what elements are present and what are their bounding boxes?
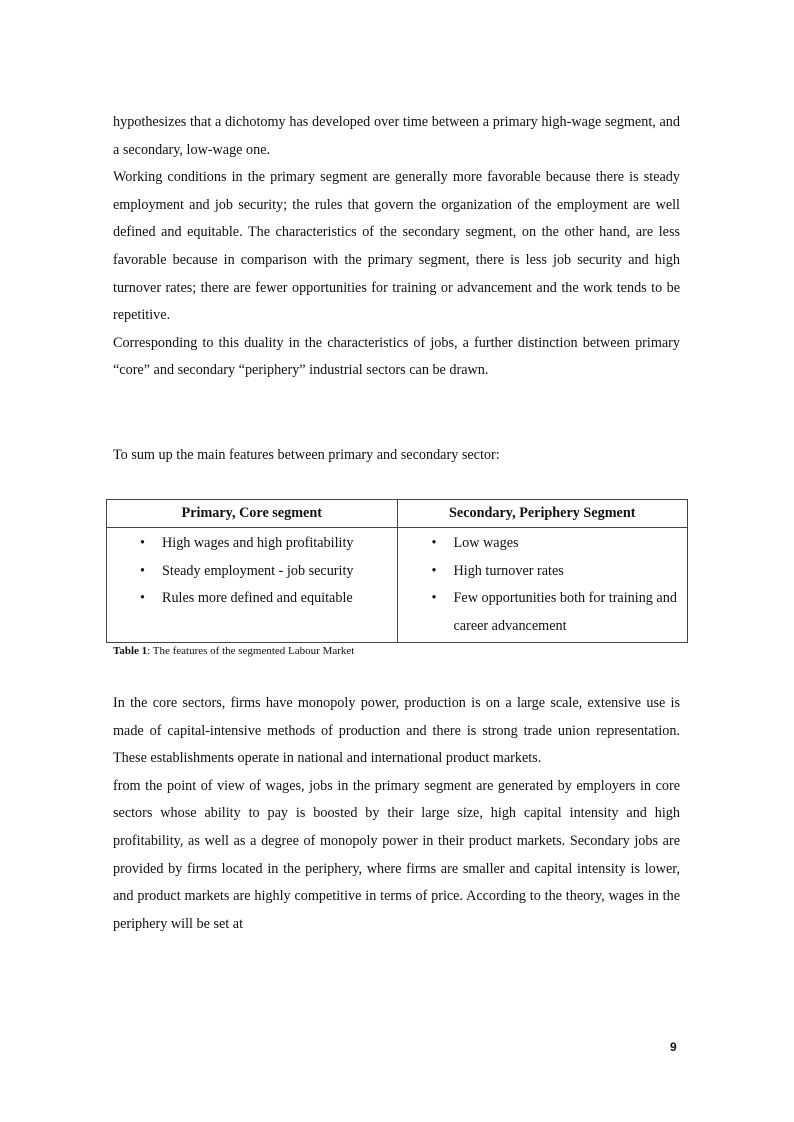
table-header-secondary: Secondary, Periphery Segment [397,500,688,528]
table-caption [113,644,354,658]
table-caption-text: : The features of the segmented Labour Market [147,645,355,657]
list-item-text: Low wages [453,535,519,551]
bullet-icon: • [140,562,145,579]
list-item [398,558,688,586]
page-number: 9 [670,1040,677,1054]
bullet-icon: • [140,535,145,551]
document-body-bottom [113,690,680,938]
features-table [106,499,688,643]
paragraph-dichotomy: hypothesizes that a dichotomy has developed over time between a primary high-wage segment, and a secondary, low-wage one. [113,114,680,158]
list-item [398,530,688,558]
list-item-text: Steady employment - job security [162,562,354,579]
list-item [398,585,688,640]
paragraph-summary-intro: To sum up the main features between primary and secondary sector: [113,446,500,463]
paragraph-core-sectors: In the core sectors, firms have monopoly power, production is on a large scale, extensive use is made of capital-intensive methods of production and there is strong trade union representation. These establishments operate in national and international product markets. [113,695,680,767]
table-caption-label: Table 1 [113,645,148,657]
bullet-icon: • [431,562,437,579]
list-item [107,558,397,586]
secondary-features-list [398,530,688,640]
list-item [107,530,397,558]
table-header-primary: Primary, Core segment [107,500,398,528]
list-item-text: High wages and high profitability [162,535,354,551]
bullet-icon: • [140,590,145,606]
list-item-text: High turnover rates [453,562,564,579]
bullet-icon: • [431,535,437,551]
secondary-features-cell [397,528,688,643]
paragraph-core-periphery: Corresponding to this duality in the characteristics of jobs, a further distinction between primary “core” and secondary “periphery” industrial sectors can be drawn. [113,334,680,379]
document-body-top [113,109,680,470]
bullet-icon: • [431,590,437,606]
primary-features-cell [107,528,398,643]
list-item [107,585,397,613]
list-item-text: Rules more defined and equitable [162,590,353,606]
paragraph-wages: from the point of view of wages, jobs in the primary segment are generated by employers in core sectors whose ability to pay is boosted by their large size, high capital intensity and high profitability, as well as a degree of monopoly power in their product markets. Secondary jobs are provided by firms located in the periphery, where firms are smaller and capital intensity is lower, and product markets are highly competitive in terms of price. According to the theory, wages in the periphery will be set at [113,777,680,932]
paragraph-working-conditions: Working conditions in the primary segment are generally more favorable because there is steady employment and job security; the rules that govern the organization of the employment are well defined and equitable. The characteristics of the secondary segment, on the other hand, are less favorable because in comparison with the primary segment, there is less job security and high turnover rates; there are fewer opportunities for training or advancement and the work tends to be repetitive. [113,169,680,324]
list-item-text: Few opportunities both for training and career advancement [453,590,677,634]
primary-features-list [107,530,397,613]
